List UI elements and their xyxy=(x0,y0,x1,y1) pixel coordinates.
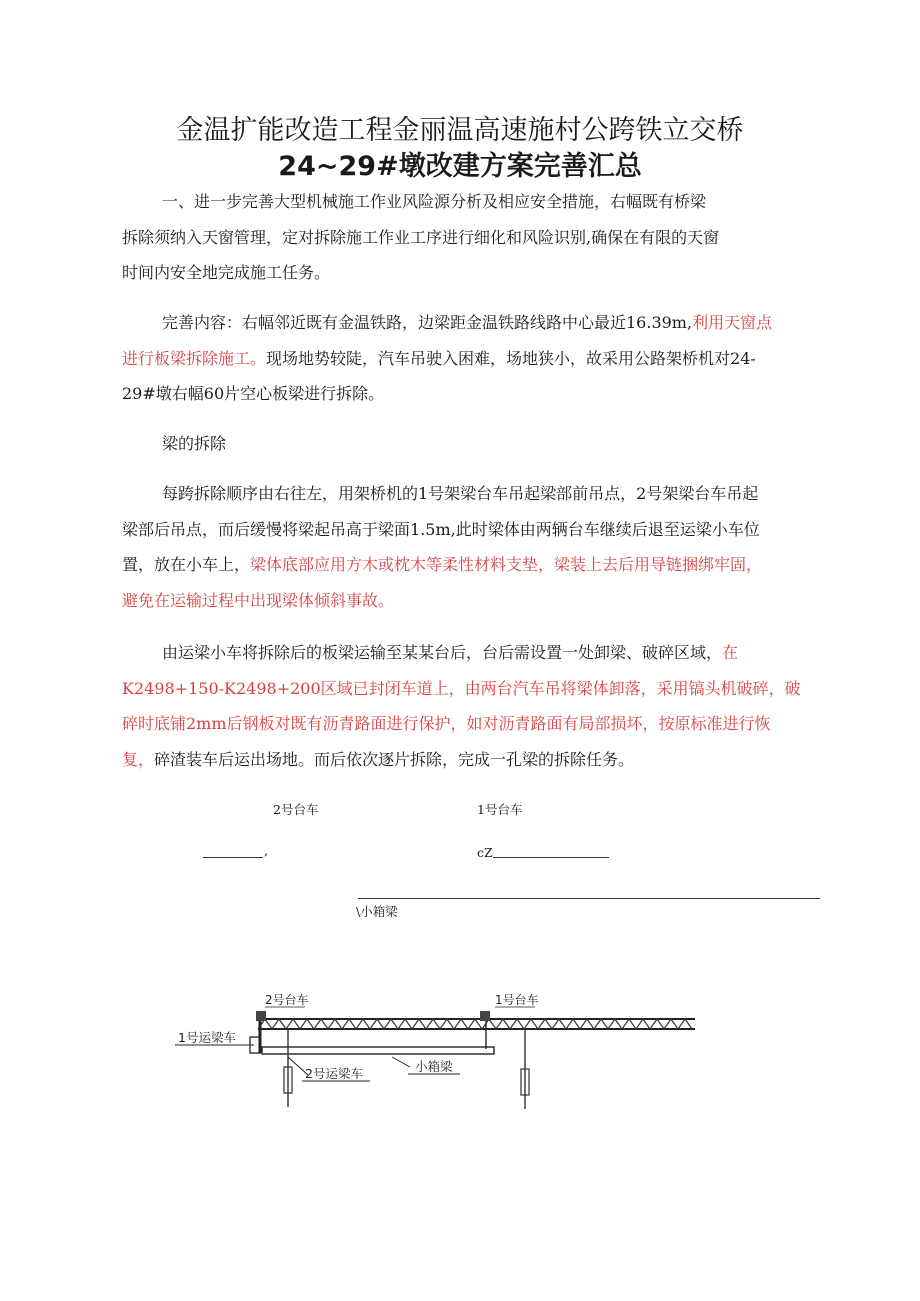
document-title-line2: 24~29#墩改建方案完善汇总 xyxy=(278,151,642,182)
improve-paragraph xyxy=(122,305,818,412)
sequence-line3a: 置，放在小车上， xyxy=(122,555,251,574)
sequence-line3b-highlight: 梁体底部应用方木或枕木等柔性材料支垫，梁装上去后用导链捆绑牢固， xyxy=(250,555,763,574)
section1-line3: 时间内安全地完成施工任务。 xyxy=(122,263,331,282)
transport-line3-highlight: 碎时底铺2mm后钢板对既有沥青路面进行保护，如对沥青路面有局部损坏，按原标准进行恢 xyxy=(122,714,771,733)
sequence-line1: 每跨拆除顺序由右往左，用架桥机的1号架梁台车吊起梁部前吊点，2号架梁台车吊起 xyxy=(162,484,759,503)
improve-line2b: 现场地势较陡，汽车吊驶入困难，场地狭小，故采用公路架桥机对24- xyxy=(266,348,756,368)
sketch-box-girder-label: \小箱梁 xyxy=(356,904,398,919)
sketch-cz-mark: cZ xyxy=(477,845,493,860)
sequence-paragraph xyxy=(122,476,818,618)
sketch-trolley2-label: 2号台车 xyxy=(273,802,319,817)
improve-line1a: 完善内容：右幅邻近既有金温铁路，边梁距金温铁路线路中心最近16.39m, xyxy=(162,313,693,332)
document-title-line1: 金温扩能改造工程金丽温高速施村公跨铁立交桥 xyxy=(176,115,744,146)
section1-line1: 一、进一步完善大型机械施工作业风险源分析及相应安全措施，右幅既有桥梁 xyxy=(162,192,707,211)
sequence-line2: 梁部后吊点，而后缓慢将梁起吊高于梁面1.5m,此时梁体由两辆台车继续后退至运梁小车位 xyxy=(122,519,760,539)
transport-paragraph xyxy=(122,635,818,777)
truss-diagonals xyxy=(258,1019,692,1029)
box-girder-shape xyxy=(262,1047,494,1054)
sketch-underline-right xyxy=(493,857,609,858)
box-girder-leader xyxy=(392,1057,410,1067)
sketch-comma: , xyxy=(264,843,268,858)
removal-heading: 梁的拆除 xyxy=(162,434,227,453)
improve-line2a-highlight: 进行板梁拆除施工。 xyxy=(122,348,267,368)
figure-box-girder-label: 小箱梁 xyxy=(415,1059,453,1074)
transport-line4a-highlight: 复， xyxy=(122,749,155,769)
transport-line2-highlight: K2498+150-K2498+200区域已封闭车道上，由两台汽车吊将梁体卸落，采用镐头机破碎，破 xyxy=(122,678,801,698)
figure-trolley1-label: 1号台车 xyxy=(495,993,539,1007)
figure-trolley2-label: 2号台车 xyxy=(265,993,309,1007)
figure-car2-label: 2号运梁车 xyxy=(305,1066,363,1081)
sequence-line4-highlight: 避免在运输过程中出现梁体倾斜事故。 xyxy=(122,590,395,610)
sketch-underline-left xyxy=(203,857,263,858)
improve-line1b-highlight: 利用天窗点 xyxy=(692,313,773,332)
section1-paragraph xyxy=(122,184,818,291)
removal-heading-block xyxy=(122,426,818,462)
transport-line1a: 由运梁小车将拆除后的板梁运输至某某台后，台后需设置一处卸梁、破碎区域， xyxy=(162,643,723,662)
section1-line2: 拆除须纳入天窗管理，定对拆除施工作业工序进行细化和风险识别,确保在有限的天窗 xyxy=(122,227,720,247)
improve-line3: 29#墩右幅60片空心板梁进行拆除。 xyxy=(122,384,385,403)
transport-line1b-highlight: 在 xyxy=(722,643,739,662)
sketch-trolley1-label: 1号台车 xyxy=(477,802,523,817)
bridge-machine-figure xyxy=(170,985,700,1120)
transport-line4b: 碎渣装车后运出场地。而后依次逐片拆除，完成一孔梁的拆除任务。 xyxy=(154,749,635,769)
sketch-girder-line xyxy=(358,898,820,899)
figure-car1-label: 1号运梁车 xyxy=(178,1030,236,1045)
trolley2-block xyxy=(256,1011,266,1021)
trolley1-block xyxy=(480,1011,490,1021)
